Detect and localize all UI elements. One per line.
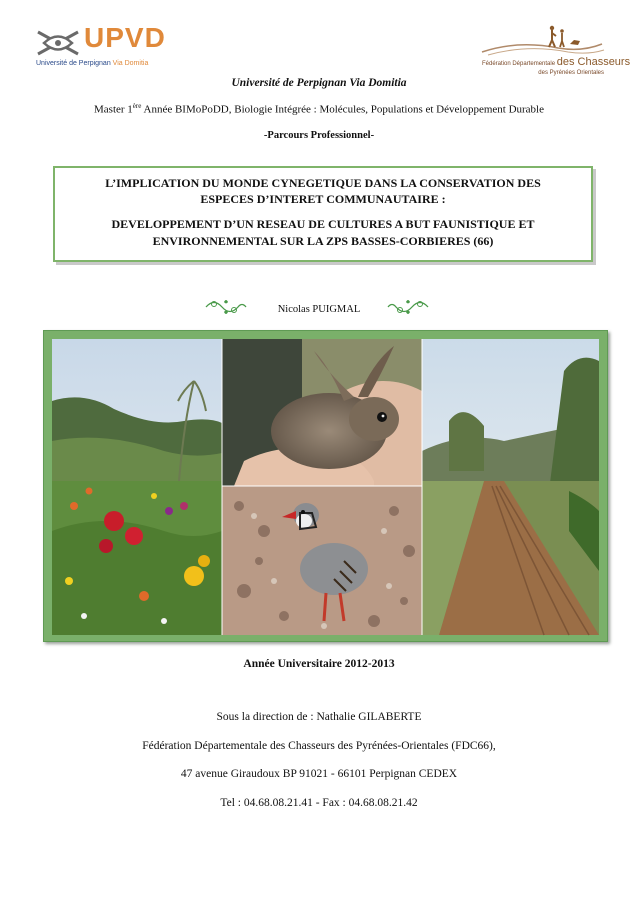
fdc-name-prefix: Fédération Départementale	[482, 61, 556, 67]
photo-rabbit	[222, 339, 422, 486]
contact-line: Tel : 04.68.08.21.41 - Fax : 04.68.08.21.42	[220, 797, 418, 809]
fdc-name-line2: des Pyrénées Orientales	[538, 70, 604, 76]
upvd-subtitle-part1: Université de Perpignan	[36, 60, 111, 67]
title-line-2: ESPECES D’INTERET COMMUNAUTAIRE :	[200, 192, 446, 206]
thesis-title-box	[53, 166, 593, 262]
fdc-name-line1	[482, 56, 630, 68]
master-prefix: Master 1	[94, 103, 133, 116]
upvd-emblem-icon	[36, 26, 80, 60]
parcours-label: -Parcours Professionnel-	[263, 130, 375, 141]
master-program	[0, 102, 638, 116]
photo-flower-meadow	[52, 339, 222, 635]
fdc-logo	[478, 22, 631, 78]
author-name: Nicolas PUIGMAL	[277, 304, 361, 315]
upvd-subtitle-part2: Via Domitia	[112, 60, 149, 67]
photo-collage	[44, 331, 607, 641]
master-superscript: ère	[132, 102, 142, 110]
upvd-logo	[36, 22, 186, 70]
academic-year: Année Universitaire 2012-2013	[243, 658, 395, 670]
master-rest: Année BIMoPoDD, Biologie Intégrée : Molécules, Populations et Développement Durable	[143, 103, 544, 116]
fdc-name-big: des Chasseurs	[556, 56, 631, 68]
university-name: Université de Perpignan Via Domitia	[231, 77, 407, 89]
right-flourish-icon	[386, 296, 430, 318]
hunters-emblem-icon	[478, 22, 606, 56]
photo-collage-frame	[43, 330, 608, 642]
photo-partridge	[222, 486, 422, 635]
organization-line: Fédération Départementale des Chasseurs des Pyrénées-Orientales (FDC66),	[142, 740, 496, 752]
title-line-4: ENVIRONNEMENTAL SUR LA ZPS BASSES-CORBIERES (66)	[152, 234, 494, 248]
supervisor-line: Sous la direction de : Nathalie GILABERTE	[216, 711, 422, 723]
photo-ploughed-strip	[422, 339, 599, 635]
title-line-1: L’IMPLICATION DU MONDE CYNEGETIQUE DANS LA CONSERVATION DES	[105, 176, 541, 190]
title-line-3: DEVELOPPEMENT D’UN RESEAU DE CULTURES A BUT FAUNISTIQUE ET	[111, 217, 535, 231]
upvd-subtitle	[36, 60, 148, 67]
address-line: 47 avenue Giraudoux BP 91021 - 66101 Perpignan CEDEX	[180, 768, 458, 780]
upvd-wordmark: UPVD	[84, 22, 166, 53]
